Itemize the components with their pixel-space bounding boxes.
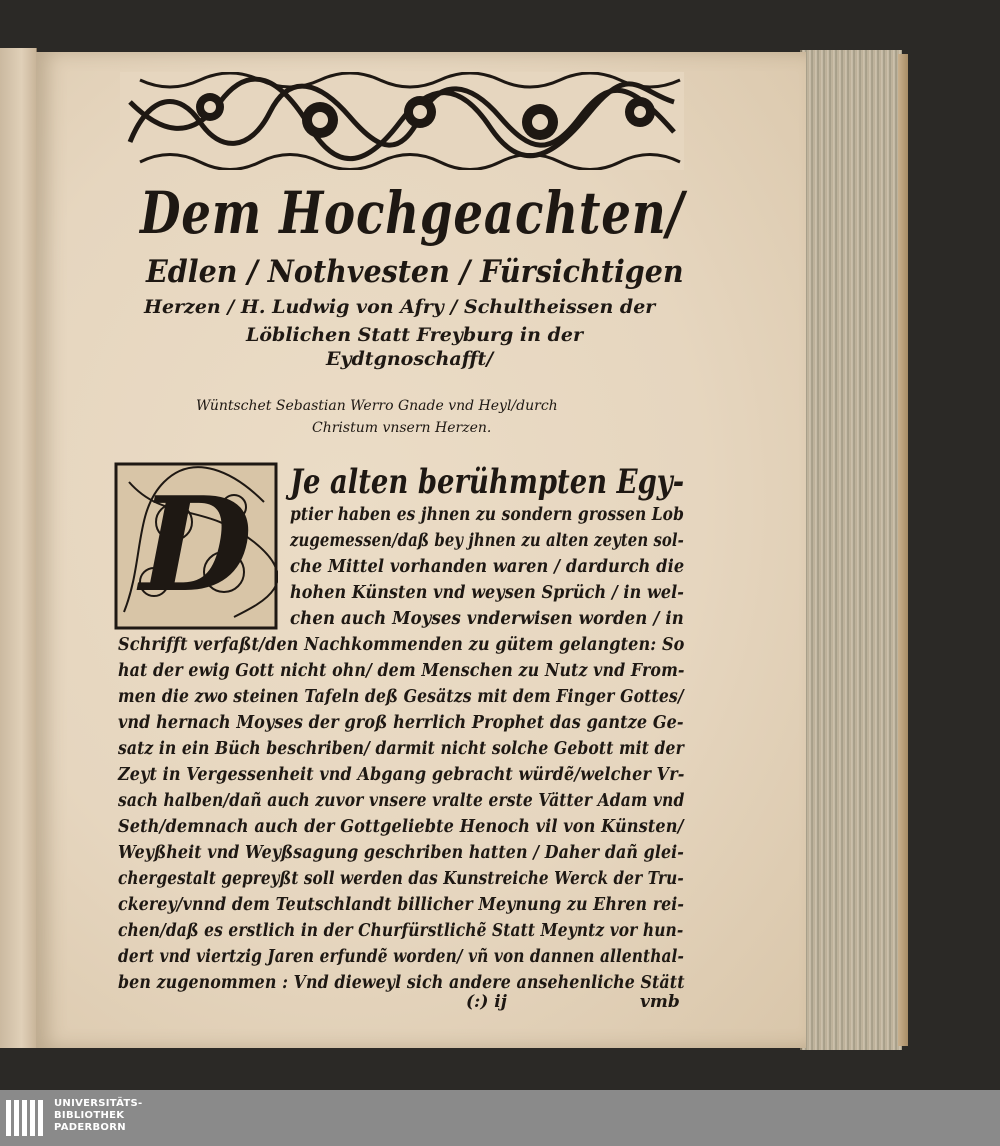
body-line: Zeyt in Vergessenheit vnd Abgang gebracht würdẽ/welcher Vr-: [118, 765, 685, 785]
body-line: satz in ein Büch beschriben/ darmit nicht solche Gebott mit der: [118, 739, 684, 759]
dedication-city-line: Löblichen Statt Freyburg in der: [246, 324, 583, 346]
library-name-line-3: PADERBORN: [54, 1122, 126, 1133]
body-line: ptier haben es jhnen zu sondern grossen Lob: [290, 505, 684, 525]
ornamental-headpiece: [120, 72, 684, 170]
body-line: ben zugenommen : Vnd dieweyl sich andere ansehenliche Stätt: [118, 973, 685, 993]
book-fore-edge: [800, 50, 902, 1050]
library-name: [54, 1098, 143, 1134]
body-line: hat der ewig Gott nicht ohn/ dem Menschen zu Nutz vnd From-: [118, 661, 685, 681]
library-footer: [0, 1090, 1000, 1146]
body-line: men die zwo steinen Tafeln deß Gesätzs mit dem Finger Gottes/: [118, 687, 684, 707]
left-page-edge: [0, 48, 37, 1048]
library-logo-icon: [4, 1096, 48, 1140]
library-name-line-2: BIBLIOTHEK: [54, 1110, 125, 1121]
catchword: vmb: [640, 992, 680, 1012]
dedication-epithets: Edlen / Nothvesten / Fürsichtigen: [146, 254, 684, 290]
body-line: ckerey/vnnd dem Teutschlandt billicher Meynung zu Ehren rei-: [118, 895, 685, 915]
drop-cap-letter: D: [139, 468, 253, 621]
body-line: vnd hernach Moyses der groß herrlich Prophet das gantze Ge-: [118, 713, 684, 733]
dedication-title: Dem Hochgeachten/: [140, 179, 685, 247]
first-body-line: Je alten berühmpten Egy-: [290, 462, 685, 502]
signature-mark: (:) ij: [466, 992, 507, 1012]
dedication-name-line: Herzen / H. Ludwig von Afry / Schultheissen der: [144, 296, 656, 318]
library-name-line-1: UNIVERSITÄTS-: [54, 1098, 143, 1109]
body-line: chen auch Moyses vnderwisen worden / in: [290, 609, 684, 629]
body-line: sach halben/dañ auch zuvor vnsere vralte erste Vätter Adam vnd: [118, 791, 685, 811]
decorated-initial: [114, 462, 278, 630]
greeting-line-1: Wüntschet Sebastian Werro Gnade vnd Heyl/durch: [196, 398, 558, 414]
body-line: zugemessen/daß bey jhnen zu alten zeyten sol-: [290, 531, 684, 551]
body-line: hohen Künsten vnd weysen Sprüch / in wel-: [290, 583, 685, 603]
body-line: Schrifft verfaßt/den Nachkommenden zu gütem gelangten: So: [118, 635, 685, 655]
body-line: dert vnd viertzig Jaren erfundẽ worden/ vñ von dannen allenthal-: [118, 947, 684, 967]
body-line: che Mittel vorhanden waren / dardurch die: [290, 557, 685, 577]
dedication-country-line: Eydtgnoschafft/: [326, 348, 494, 370]
body-line: Seth/demnach auch der Gottgeliebte Henoch vil von Künsten/: [118, 817, 684, 837]
body-line: Weyßheit vnd Weyßsagung geschriben hatten / Daher dañ glei-: [118, 843, 684, 863]
body-line: chergestalt gepreyßt soll werden das Kunstreiche Werck der Tru-: [118, 869, 684, 889]
greeting-line-2: Christum vnsern Herzen.: [312, 420, 492, 436]
body-line: chen/daß es erstlich in der Churfürstlichẽ Statt Meyntz vor hun-: [118, 921, 684, 941]
